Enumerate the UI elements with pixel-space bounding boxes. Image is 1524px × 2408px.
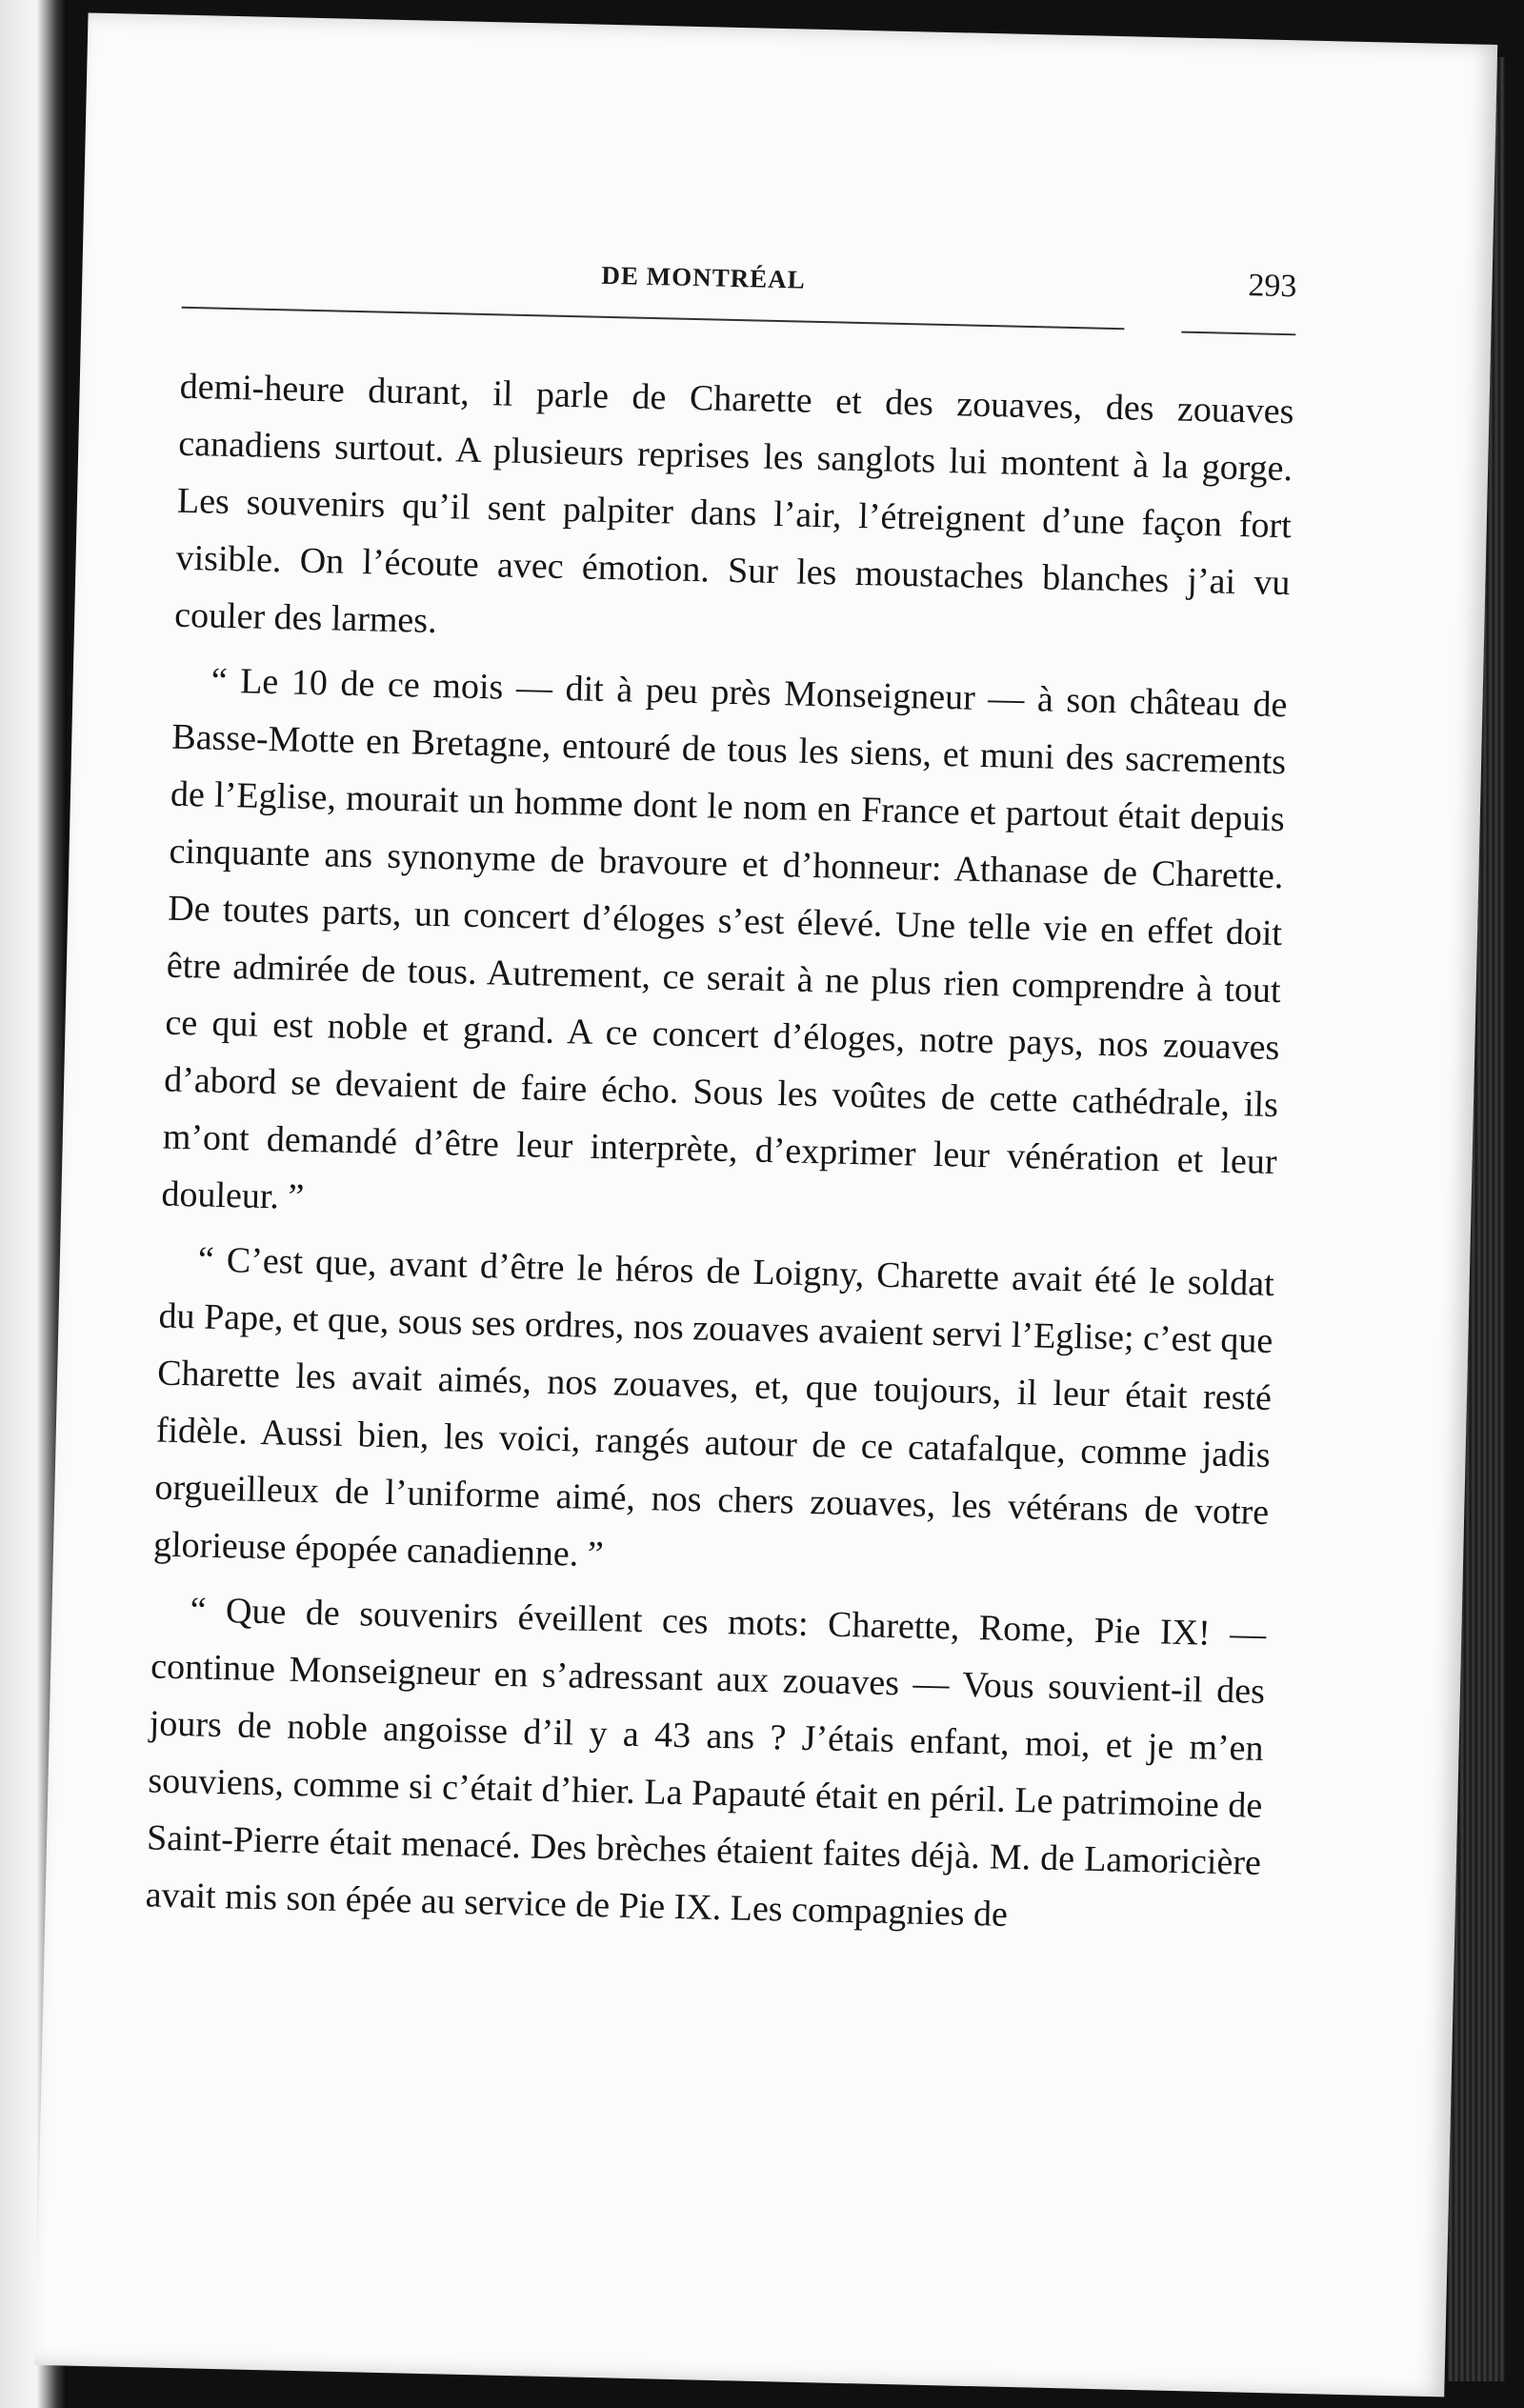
book-page: [35, 12, 1498, 2397]
running-head: DE MONTRÉAL: [601, 260, 807, 294]
body-text: [145, 358, 1294, 1949]
paragraph: “ C’est que, avant d’être le héros de Loigny, Charette avait été le soldat du Pape, et que, sous ses ordres, nos zouaves avaient servi l’Eglise; c’est que Charette les avait aimés, nos zouaves, et, que toujours, il leur était resté fidèle. Aussi bien, les voici, rangés autour de ce catafalque, comme jadis orgueilleux de l’uniforme aimé, nos chers zouaves, les vétérans de votre glorieuse épopée canadienne. ”: [152, 1239, 1275, 1575]
paragraph: “ Que de souvenirs éveillent ces mots: Charette, Rome, Pie IX! — continue Monseigneur en s’adressant aux zouaves — Vous souvient-il des jours de noble angoisse d’il y a 43 ans ? J’étais enfant, moi, et je m’en souviens, comme si c’était d’hier. La Papauté était en péril. Le patrimoine de Saint-Pierre était menacé. Des brèches étaient faites déjà. M. de Lamoricière avait mis son épée au service de Pie IX. Les compagnies de: [145, 1590, 1267, 1935]
paragraph: “ Le 10 de ce mois — dit à peu près Monseigneur — à son château de Basse-Motte en Bretagne, entouré de tous les siens, et muni des sacrements de l’Eglise, mourait un homme dont le nom en France et partout était depuis cinquante ans synonyme de bravoure et d’honneur: Athanase de Charette. De toutes parts, un concert d’éloges s’est élevé. Une telle vie en effet doit être admirée de tous. Autrement, ce serait à ne plus rien comprendre à tout ce qui est noble et grand. A ce concert d’éloges, notre pays, nos zouaves d’abord se devaient de faire écho. Sous les voûtes de cette cathédrale, ils m’ont demandé d’être leur interprète, d’exprimer leur vénération et leur douleur. ”: [161, 660, 1288, 1217]
header-rule: [182, 307, 1125, 330]
page-number: 293: [1248, 268, 1297, 305]
header-rule-short: [1181, 331, 1295, 336]
page-header: [181, 251, 1297, 353]
paragraph: demi-heure durant, il parle de Charette et des zouaves, des zouaves canadiens surtout. A plusieurs reprises les sanglots lui montent à la gorge. Les souvenirs qu’il sent palpiter dans l’air, l’étreignent d’une façon fort visible. On l’écoute avec émotion. Sur les moustaches blanches j’ai vu couler des larmes.: [173, 366, 1294, 641]
